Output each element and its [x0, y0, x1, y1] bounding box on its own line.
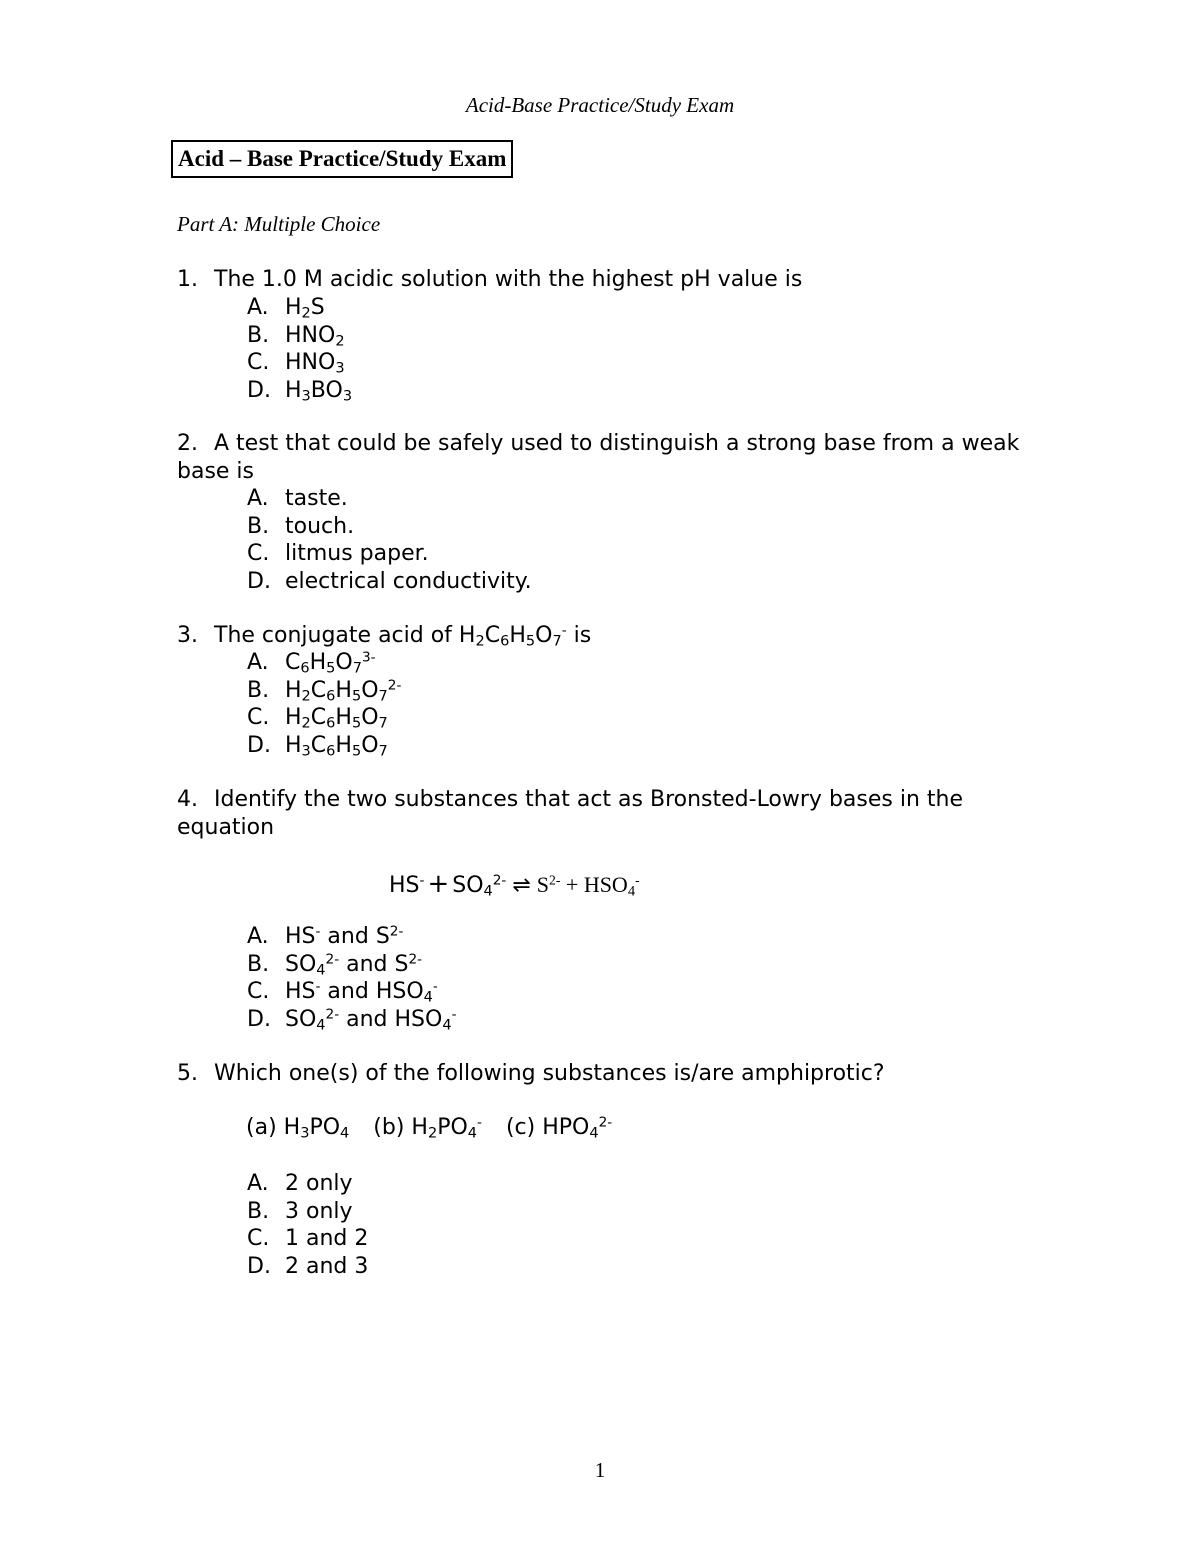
subscript: 2	[475, 633, 485, 650]
option-text	[285, 486, 348, 511]
question-text: The 1.0 M acidic solution with the highest pH value is	[214, 267, 803, 292]
subscript: 3	[301, 388, 311, 405]
question-2-options	[247, 485, 532, 595]
text-run: H	[335, 677, 352, 703]
superscript: -	[635, 872, 640, 888]
subscript: 2	[335, 333, 345, 350]
option-text	[285, 1199, 353, 1224]
superscript: 2-	[389, 923, 404, 940]
text-run: and S	[339, 951, 409, 977]
equation-reactant-1	[389, 873, 424, 898]
text-run: H	[285, 732, 302, 758]
answer-option	[247, 951, 457, 979]
option-letter: D.	[247, 1006, 271, 1032]
subscript: 6	[300, 660, 310, 677]
exam-title-box: Acid – Base Practice/Study Exam	[171, 140, 513, 178]
subscript: 5	[525, 633, 536, 650]
text-run: S	[310, 295, 325, 320]
text-run: and HSO	[320, 979, 424, 1004]
subscript: 4	[467, 1125, 478, 1142]
question-text	[214, 623, 591, 648]
option-letter: C.	[247, 979, 270, 1004]
text-run: SO	[452, 873, 484, 898]
text-run: HNO	[285, 322, 336, 348]
text-run: touch.	[285, 513, 355, 539]
question-5	[177, 1060, 1037, 1088]
question-number: 3.	[177, 623, 198, 648]
question-3	[177, 622, 1037, 650]
question-5-options	[247, 1170, 368, 1280]
text-run: 2 and 3	[285, 1253, 369, 1279]
text-run: O	[361, 732, 379, 758]
answer-option	[247, 540, 532, 568]
option-text	[285, 541, 429, 566]
question-text: A test that could be safely used to distinguish a strong base from a weak base is	[177, 431, 1020, 484]
species-c	[506, 1115, 612, 1140]
subscript: 3	[335, 360, 345, 377]
text-run: S	[536, 872, 550, 897]
question-4	[177, 786, 1037, 841]
subscript: 4	[423, 989, 433, 1006]
text-run: (b) H	[373, 1115, 428, 1140]
superscript: 2-	[387, 677, 402, 693]
text-run: and HSO	[339, 1006, 443, 1032]
option-letter: B.	[247, 677, 270, 703]
part-heading: Part A: Multiple Choice	[177, 212, 381, 236]
text-run: litmus paper.	[285, 541, 429, 566]
text-run: O	[361, 705, 379, 730]
text-run: HS	[389, 873, 420, 898]
subscript: 4	[442, 1017, 452, 1034]
question-text: Identify the two substances that act as Bronsted-Lowry bases in the equation	[177, 787, 963, 840]
subscript: 7	[378, 688, 388, 705]
superscript: 2-	[325, 951, 340, 967]
answer-option	[247, 1198, 368, 1226]
subscript: 7	[378, 715, 388, 732]
question-3-options	[247, 649, 401, 759]
text-run: C	[484, 623, 501, 648]
answer-option	[247, 978, 457, 1006]
question-4-options	[247, 923, 457, 1033]
superscript: 2-	[598, 1114, 613, 1131]
running-header: Acid-Base Practice/Study Exam	[465, 93, 735, 117]
subscript: 4	[316, 962, 326, 979]
equilibrium-arrow-icon: ⇌	[512, 873, 531, 898]
subscript: 5	[351, 743, 362, 760]
option-text	[285, 295, 325, 320]
option-letter: C.	[247, 705, 270, 730]
text-run: H	[285, 377, 302, 403]
text-run: PO	[309, 1115, 341, 1140]
text-run: H	[309, 650, 327, 675]
option-text	[285, 514, 354, 539]
species-list	[246, 1115, 636, 1140]
option-text	[285, 705, 388, 730]
species-b	[373, 1115, 482, 1140]
subscript: 2	[301, 688, 311, 705]
option-text	[285, 650, 376, 675]
option-letter: D.	[247, 732, 271, 758]
option-text	[285, 1254, 368, 1279]
page-number: 1	[594, 1458, 606, 1482]
subscript: 4	[316, 1017, 326, 1034]
text-run: SO	[285, 951, 317, 977]
subscript: 7	[552, 633, 562, 650]
superscript: 2-	[325, 1006, 340, 1022]
option-letter: C.	[247, 1226, 270, 1251]
option-letter: D.	[247, 568, 271, 594]
text-run: taste.	[285, 486, 348, 511]
subscript: 7	[378, 743, 388, 760]
text-run: SO	[285, 1006, 317, 1032]
option-letter: A.	[247, 924, 269, 949]
superscript: -	[561, 622, 567, 639]
equation-plus: +	[427, 869, 450, 899]
text-run: electrical conductivity.	[285, 568, 532, 594]
text-run: PO	[437, 1115, 468, 1140]
option-letter: A.	[247, 295, 269, 320]
text-run: H	[285, 677, 302, 703]
text-run: H	[335, 732, 352, 758]
option-text	[285, 350, 345, 375]
superscript: -	[315, 978, 321, 995]
answer-option	[247, 513, 532, 541]
subscript: 6	[326, 688, 336, 705]
question-number: 4.	[177, 787, 198, 812]
subscript: 4	[483, 883, 493, 900]
answer-option	[247, 649, 401, 677]
text-run: HS	[285, 979, 316, 1004]
equation-products	[536, 872, 640, 900]
option-text	[285, 733, 388, 758]
subscript: 2	[427, 1125, 438, 1142]
option-letter: C.	[247, 541, 270, 566]
option-letter: D.	[247, 377, 271, 403]
answer-option	[247, 568, 532, 596]
answer-option	[247, 1170, 368, 1198]
equation-reactant-2	[452, 873, 506, 898]
option-text	[285, 569, 532, 594]
question-number: 1.	[177, 267, 198, 292]
answer-option	[247, 322, 352, 350]
superscript: -	[432, 978, 438, 995]
text-run: and S	[320, 924, 390, 949]
answer-option	[247, 677, 401, 705]
question-number: 5.	[177, 1061, 198, 1086]
question-1-options	[247, 294, 352, 404]
text-run: O	[361, 677, 379, 703]
text-run: H	[285, 295, 302, 320]
answer-option	[247, 1253, 368, 1281]
option-letter: A.	[247, 486, 269, 511]
text-run: (a) H	[246, 1115, 301, 1140]
option-letter: B.	[247, 513, 270, 539]
answer-option	[247, 377, 352, 405]
subscript: 3	[342, 388, 353, 405]
question-1	[177, 266, 1037, 294]
text-run: H	[285, 705, 302, 730]
option-text	[285, 979, 438, 1004]
subscript: 5	[326, 660, 336, 677]
superscript: -	[419, 872, 425, 889]
subscript: 2	[301, 715, 311, 732]
answer-option	[247, 485, 532, 513]
text-run: O	[335, 650, 353, 675]
text-run: H	[335, 705, 352, 730]
text-run: O	[535, 623, 553, 648]
option-letter: B.	[247, 1198, 270, 1224]
text-run: C	[285, 650, 301, 675]
subscript: 4	[340, 1125, 350, 1142]
question-text: Which one(s) of the following substances is/are amphiprotic?	[214, 1061, 885, 1086]
question-number: 2.	[177, 431, 198, 456]
option-text	[285, 323, 345, 348]
subscript: 6	[500, 633, 510, 650]
option-text	[285, 678, 401, 703]
subscript: 6	[326, 715, 336, 732]
text-run: HNO	[285, 350, 336, 375]
subscript: 4	[589, 1125, 599, 1142]
superscript: 2-	[549, 872, 561, 888]
answer-option	[247, 923, 457, 951]
species-a	[246, 1115, 349, 1140]
subscript: 5	[351, 688, 362, 705]
text-run: C	[310, 732, 327, 758]
text-run: C	[310, 705, 327, 730]
option-letter: A.	[247, 650, 269, 675]
reaction-equation	[389, 869, 640, 899]
option-letter: D.	[247, 1253, 271, 1279]
option-text	[285, 1226, 368, 1251]
option-letter: B.	[247, 322, 270, 348]
question-2	[177, 430, 1037, 485]
subscript: 2	[301, 305, 311, 322]
answer-option	[247, 704, 401, 732]
text-run: + HSO	[560, 872, 628, 897]
text-run: 2 only	[285, 1171, 353, 1196]
subscript: 4	[627, 883, 636, 900]
subscript: 3	[301, 743, 311, 760]
option-text	[285, 1171, 353, 1196]
superscript: 3-	[362, 649, 376, 666]
subscript: 7	[352, 660, 362, 677]
superscript: -	[315, 923, 321, 940]
option-letter: A.	[247, 1171, 269, 1196]
text-run: BO	[310, 377, 343, 403]
text-run: C	[310, 677, 327, 703]
option-text	[285, 952, 422, 977]
answer-option	[247, 1006, 457, 1034]
subscript: 5	[351, 715, 362, 732]
text-run: is	[566, 623, 592, 648]
answer-option	[247, 349, 352, 377]
text-run: H	[509, 623, 526, 648]
option-text	[285, 924, 403, 949]
superscript: -	[451, 1006, 457, 1022]
answer-option	[247, 294, 352, 322]
answer-option	[247, 732, 401, 760]
text-run: 1 and 2	[285, 1226, 369, 1251]
text-run: The conjugate acid of H	[214, 623, 476, 648]
option-letter: B.	[247, 951, 270, 977]
text-run: (c) HPO	[505, 1115, 590, 1140]
option-text	[285, 378, 352, 403]
answer-option	[247, 1225, 368, 1253]
superscript: 2-	[408, 951, 423, 967]
text-run: 3 only	[285, 1198, 353, 1224]
subscript: 3	[300, 1125, 310, 1142]
option-text	[285, 1007, 457, 1032]
superscript: -	[477, 1114, 482, 1131]
option-letter: C.	[247, 350, 270, 375]
superscript: 2-	[492, 872, 507, 889]
text-run: HS	[285, 924, 316, 949]
subscript: 6	[326, 743, 336, 760]
